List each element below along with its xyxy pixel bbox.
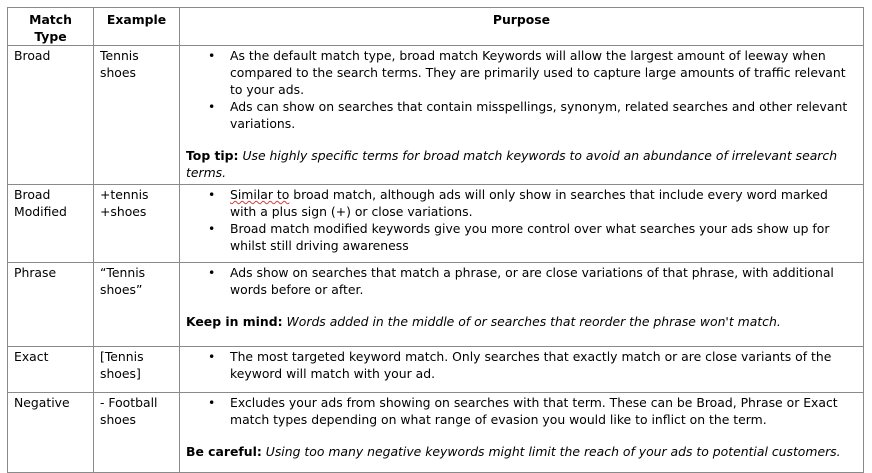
tip-label: Top tip: bbox=[186, 148, 239, 163]
table-row-broad-modified bbox=[8, 185, 864, 263]
tip-label: Keep in mind: bbox=[186, 314, 283, 329]
example-cell: Tennis shoes bbox=[94, 46, 180, 185]
purpose-bullet: • Ads show on searches that match a phrase, or are close variations of that phrase, with additional words before or after. bbox=[186, 264, 857, 298]
purpose-list bbox=[186, 186, 857, 254]
table-row-negative bbox=[8, 393, 864, 473]
purpose-bullet-text: broad match, although ads will only show in searches that include every word marked with a plus sign (+) or close variations. bbox=[230, 187, 828, 219]
match-type-cell: Phrase bbox=[8, 263, 94, 347]
example-cell: “Tennis shoes” bbox=[94, 263, 180, 347]
purpose-bullet: • As the default match type, broad match Keywords will allow the largest amount of leeway when compared to the search terms. They are primarily used to capture large amounts of traffic relevant to your ads. bbox=[186, 47, 857, 98]
purpose-cell bbox=[180, 393, 864, 473]
purpose-bullet: • Excludes your ads from showing on searches with that term. These can be Broad, Phrase or Exact match types depending on what range of evasion you would like to inflict on the term. bbox=[186, 394, 857, 428]
example-cell: +tennis +shoes bbox=[94, 185, 180, 263]
spellcheck-marked-text: Similar to bbox=[230, 187, 290, 202]
match-type-cell: Exact bbox=[8, 347, 94, 393]
purpose-bullet: • Broad match modified keywords give you more control over what searches your ads show up for whilst still driving awareness bbox=[186, 220, 857, 254]
example-cell: - Football shoes bbox=[94, 393, 180, 473]
purpose-cell bbox=[180, 185, 864, 263]
table-row-broad bbox=[8, 46, 864, 185]
tip-note bbox=[186, 313, 857, 330]
match-type-cell: Broad bbox=[8, 46, 94, 185]
match-type-cell: Broad Modified bbox=[8, 185, 94, 263]
purpose-cell bbox=[180, 263, 864, 347]
header-purpose: Purpose bbox=[180, 8, 864, 46]
purpose-list bbox=[186, 47, 857, 132]
example-cell: [Tennis shoes] bbox=[94, 347, 180, 393]
match-type-cell: Negative bbox=[8, 393, 94, 473]
table-row-exact bbox=[8, 347, 864, 393]
tip-note bbox=[186, 443, 857, 460]
purpose-cell bbox=[180, 46, 864, 185]
match-type-table bbox=[7, 7, 864, 473]
header-example: Example bbox=[94, 8, 180, 46]
header-row bbox=[8, 8, 864, 46]
purpose-list bbox=[186, 394, 857, 428]
tip-text: Words added in the middle of or searches that reorder the phrase won't match. bbox=[286, 314, 781, 329]
purpose-bullet: • Ads can show on searches that contain misspellings, synonym, related searches and other relevant variations. bbox=[186, 98, 857, 132]
tip-label: Be careful: bbox=[186, 444, 262, 459]
purpose-bullet: • The most targeted keyword match. Only searches that exactly match or are close variants of the keyword will match with your ad. bbox=[186, 348, 857, 382]
purpose-list bbox=[186, 264, 857, 298]
tip-note bbox=[186, 147, 857, 181]
header-match-type: Match Type bbox=[8, 8, 94, 46]
purpose-cell bbox=[180, 347, 864, 393]
tip-text: Use highly specific terms for broad match keywords to avoid an abundance of irrelevant search terms. bbox=[186, 148, 838, 180]
purpose-bullet bbox=[186, 186, 857, 220]
purpose-list bbox=[186, 348, 857, 382]
table-row-phrase bbox=[8, 263, 864, 347]
tip-text: Using too many negative keywords might limit the reach of your ads to potential customers. bbox=[265, 444, 841, 459]
